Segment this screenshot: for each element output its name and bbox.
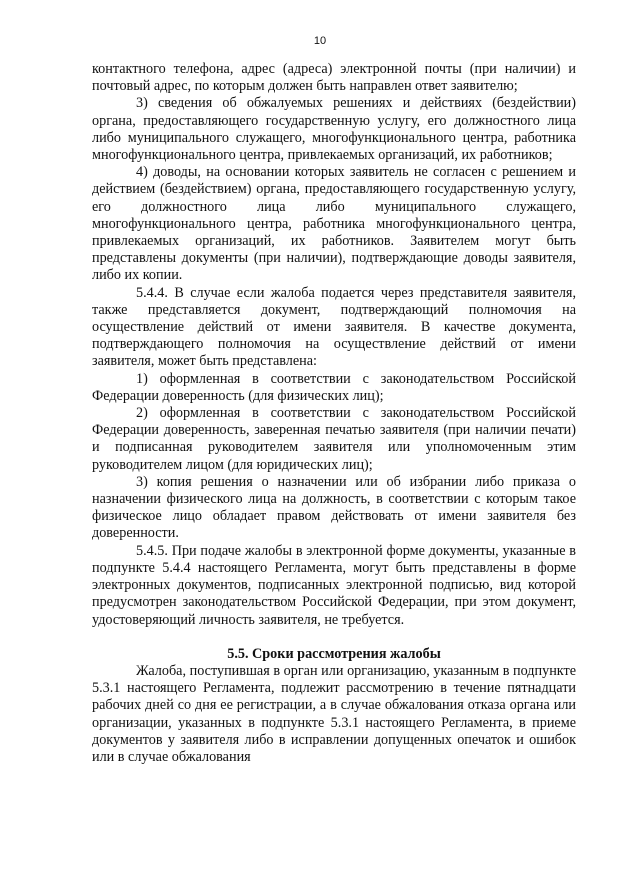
paragraph-contact-info: контактного телефона, адрес (адреса) электронной почты (при наличии) и почтовый адрес, по которым должен быть направлен ответ заявителю; (92, 61, 576, 95)
paragraph-item-2-power-of-attorney-legal: 2) оформленная в соответствии с законодательством Российской Федерации доверенность, заверенная печатью заявителя (при наличии печати) и подписанная руководителем заявителя или уполномоченным этим руководителем лицом (для юридических лиц); (92, 405, 576, 473)
paragraph-item-4-arguments: 4) доводы, на основании которых заявитель не согласен с решением и действием (бездействием) органа, предоставляющего государственную услугу, его должностного лица либо муниципального служащего, многофункционального центра, работника многофункционального центра, привлекаемых организаций, их работников. Заявителем могут быть представлены документы (при наличии), подтверждающие доводы заявителя, либо их копии. (92, 164, 576, 284)
section-heading: 5.5. Сроки рассмотрения жалобы (227, 645, 441, 662)
page-content (92, 61, 576, 766)
paragraph-item-3-appointment-decision: 3) копия решения о назначении или об избрании либо приказа о назначении физического лица на должность, в соответствии с которым такое физическое лицо обладает правом действовать от имени заявителя без доверенности. (92, 473, 576, 542)
paragraph-review-terms: Жалоба, поступившая в орган или организацию, указанным в подпункте 5.3.1 настоящего Регламента, подлежит рассмотрению в течение пятнадцати рабочих дней со дня ее регистрации, а в случае обжалования отказа органа или организации, указанных в подпункте 5.3.1 настоящего Регламента, в приеме документов у заявителя либо в исправлении допущенных опечаток и ошибок или в случае обжалования (92, 662, 576, 765)
paragraph-item-1-power-of-attorney: 1) оформленная в соответствии с законодательством Российской Федерации доверенность (для физических лиц); (92, 370, 576, 404)
paragraph-5-4-5: 5.4.5. При подаче жалобы в электронной форме документы, указанные в подпункте 5.4.4 настоящего Регламента, могут быть представлены в форме электронных документов, подписанных электронной подписью, вид которой предусмотрен законодательством Российской Федерации, при этом документ, удостоверяющий личность заявителя, не требуется. (92, 542, 576, 628)
paragraph-item-3-decisions: 3) сведения об обжалуемых решениях и действиях (бездействии) органа, предоставляющего государственную услугу, его должностного лица либо муниципального служащего, многофункционального центра, работника многофункционального центра, привлекаемых организаций, их работников; (92, 95, 576, 164)
paragraph-5-4-4: 5.4.4. В случае если жалоба подается через представителя заявителя, также представляется документ, подтверждающий полномочия на осуществление действий от имени заявителя. В качестве документа, подтверждающего полномочия на осуществление действий от имени заявителя, может быть представлена: (92, 284, 576, 370)
page-number: 10 (313, 35, 327, 47)
